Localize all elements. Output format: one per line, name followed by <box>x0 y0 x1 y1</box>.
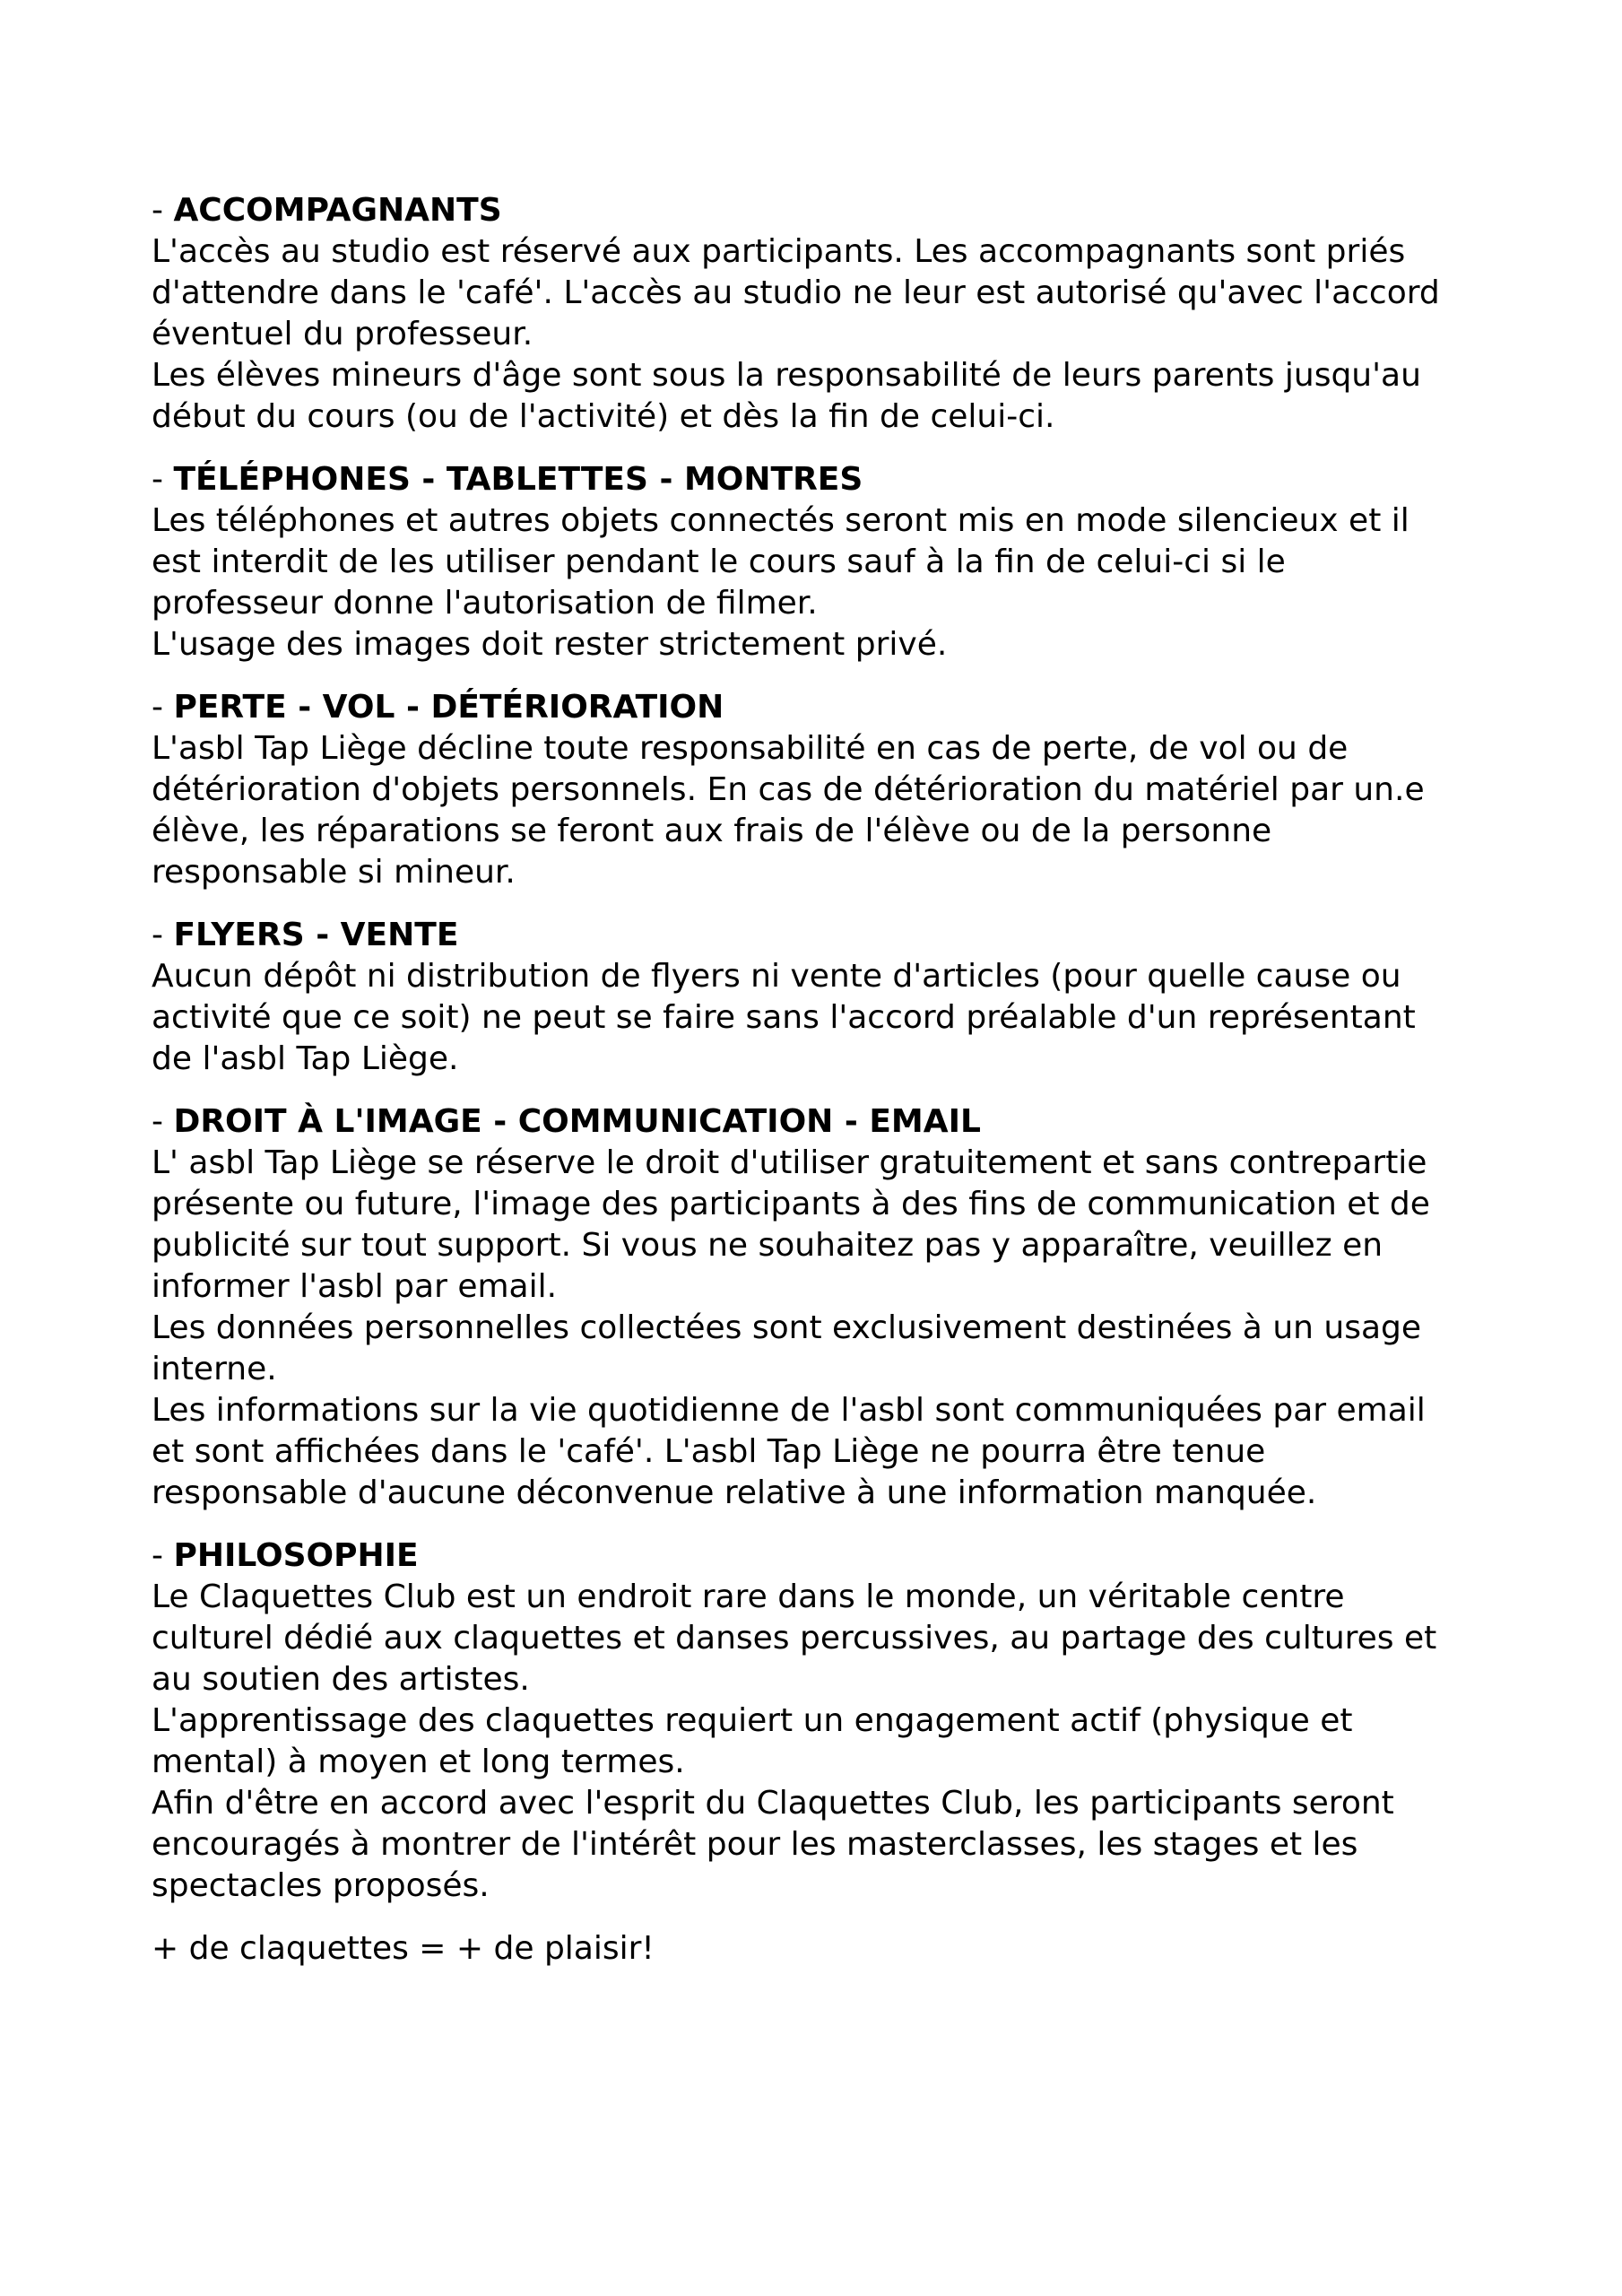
text-line: Aucun dépôt ni distribution de flyers ni vente d'articles (pour quelle cause ou <box>152 958 1401 995</box>
text-line: publicité sur tout support. Si vous ne souhaitez pas y apparaître, veuillez en <box>152 1227 1383 1264</box>
text-line: Les données personnelles collectées sont exclusivement destinées à un usage <box>152 1309 1422 1346</box>
text-line: est interdit de les utiliser pendant le cours sauf à la fin de celui-ci si le <box>152 544 1286 580</box>
section-body <box>152 500 1496 665</box>
text-line: activité que ce soit) ne peut se faire sans l'accord préalable d'un représentant <box>152 999 1416 1036</box>
text-line: L'asbl Tap Liège décline toute responsabilité en cas de perte, de vol ou de <box>152 730 1349 767</box>
text-line: et sont affichées dans le 'café'. L'asbl Tap Liège ne pourra être tenue <box>152 1433 1266 1470</box>
text-line: Les élèves mineurs d'âge sont sous la responsabilité de leurs parents jusqu'au <box>152 357 1421 394</box>
section-heading <box>152 1535 1496 1577</box>
section-body <box>152 728 1496 893</box>
text-line: de l'asbl Tap Liège. <box>152 1040 459 1077</box>
text-line: au soutien des artistes. <box>152 1661 530 1698</box>
section-heading <box>152 915 1496 956</box>
text-line: détérioration d'objets personnels. En cas de détérioration du matériel par un.e <box>152 771 1425 808</box>
text-line: responsable si mineur. <box>152 854 516 891</box>
section-droit-image-communication-email <box>152 1101 1496 1514</box>
text-line: L'apprentissage des claquettes requiert un engagement actif (physique et <box>152 1702 1353 1739</box>
text-line: responsable d'aucune déconvenue relative à une information manquée. <box>152 1474 1317 1511</box>
heading-dash: - <box>152 461 174 498</box>
section-body <box>152 956 1496 1080</box>
text-line: informer l'asbl par email. <box>152 1268 558 1305</box>
closing-line: + de claquettes = + de plaisir! <box>152 1930 655 1967</box>
heading-dash: - <box>152 1103 174 1140</box>
text-line: présente ou future, l'image des participants à des fins de communication et de <box>152 1186 1430 1222</box>
heading-dash: - <box>152 192 174 229</box>
text-line: élève, les réparations se feront aux frais de l'élève ou de la personne <box>152 813 1272 849</box>
section-accompagnants <box>152 190 1496 438</box>
heading-text: PERTE - VOL - DÉTÉRIORATION <box>173 689 724 726</box>
text-line: Les téléphones et autres objets connectés seront mis en mode silencieux et il <box>152 502 1409 539</box>
text-line: Les informations sur la vie quotidienne de l'asbl sont communiquées par email <box>152 1392 1426 1429</box>
section-heading <box>152 190 1496 231</box>
text-line: L'accès au studio est réservé aux participants. Les accompagnants sont priés <box>152 233 1406 270</box>
heading-dash: - <box>152 917 174 953</box>
heading-text: FLYERS - VENTE <box>173 917 459 953</box>
section-body <box>152 1577 1496 1907</box>
text-line: Afin d'être en accord avec l'esprit du Claquettes Club, les participants seront <box>152 1785 1394 1822</box>
text-line: L'usage des images doit rester strictement privé. <box>152 626 948 663</box>
text-line: Le Claquettes Club est un endroit rare dans le monde, un véritable centre <box>152 1578 1345 1615</box>
heading-dash: - <box>152 689 174 726</box>
section-body <box>152 1143 1496 1514</box>
section-heading <box>152 687 1496 728</box>
heading-text: DROIT À L'IMAGE - COMMUNICATION - EMAIL <box>173 1103 981 1140</box>
text-line: mental) à moyen et long termes. <box>152 1744 685 1780</box>
text-line: interne. <box>152 1351 277 1387</box>
section-philosophie <box>152 1535 1496 1907</box>
text-line: d'attendre dans le 'café'. L'accès au studio ne leur est autorisé qu'avec l'accord <box>152 274 1440 311</box>
text-line: éventuel du professeur. <box>152 316 533 352</box>
text-line: encouragés à montrer de l'intérêt pour les masterclasses, les stages et les <box>152 1826 1358 1863</box>
heading-dash: - <box>152 1537 174 1574</box>
section-flyers-vente <box>152 915 1496 1080</box>
section-heading <box>152 1101 1496 1143</box>
document-content <box>152 190 1496 1970</box>
text-line: culturel dédié aux claquettes et danses percussives, au partage des cultures et <box>152 1620 1437 1657</box>
text-line: début du cours (ou de l'activité) et dès la fin de celui-ci. <box>152 398 1055 435</box>
text-line: spectacles proposés. <box>152 1867 490 1904</box>
section-heading <box>152 459 1496 500</box>
section-body <box>152 231 1496 438</box>
text-line: professeur donne l'autorisation de filmer. <box>152 585 818 622</box>
heading-text: TÉLÉPHONES - TABLETTES - MONTRES <box>173 461 863 498</box>
heading-text: ACCOMPAGNANTS <box>173 192 502 229</box>
heading-text: PHILOSOPHIE <box>173 1537 419 1574</box>
section-telephones-tablettes-montres <box>152 459 1496 665</box>
text-line: L' asbl Tap Liège se réserve le droit d'utiliser gratuitement et sans contrepartie <box>152 1144 1427 1181</box>
section-perte-vol-deterioration <box>152 687 1496 893</box>
